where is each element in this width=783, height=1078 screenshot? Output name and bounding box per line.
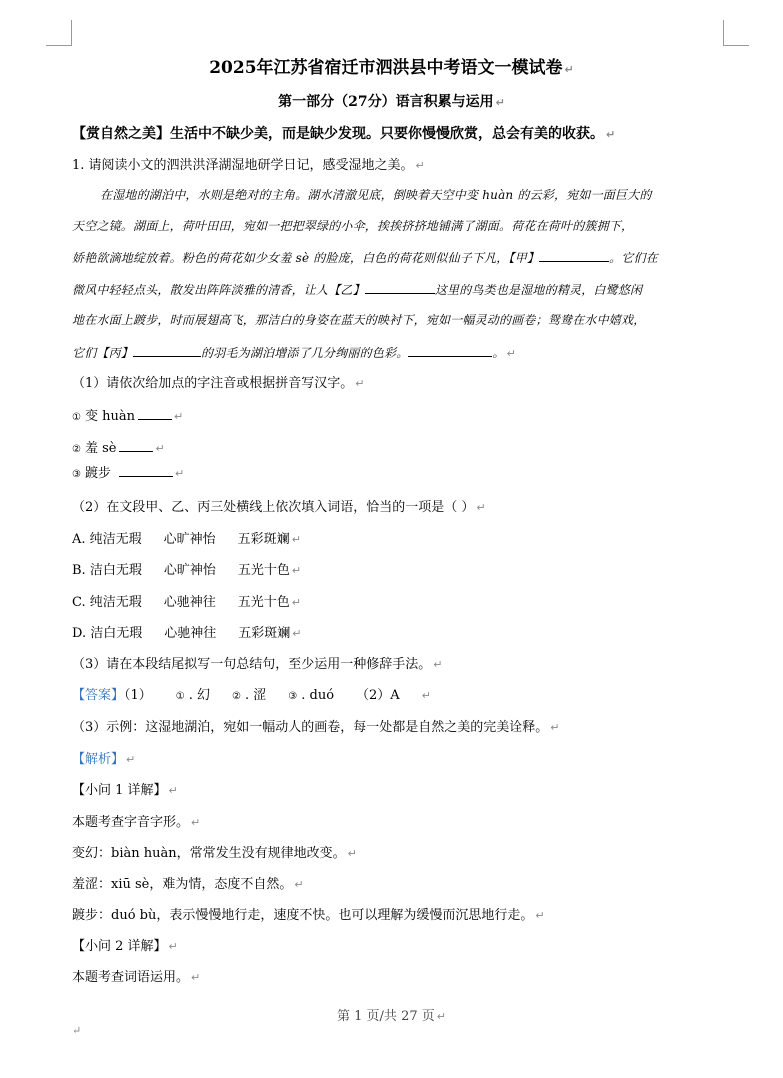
answer-3: （3）示例：这湿地湖泊，宛如一幅动人的画卷，每一处都是自然之美的完美诠释。 ↵ — [72, 720, 560, 735]
analysis-q1-intro: 本题考查字音字形。 ↵ — [72, 815, 201, 830]
blank-bing — [133, 344, 201, 357]
answer-line: 【答案】（1） ① . 幻 ② . 涩 ③ . duó （2）A ↵ — [72, 688, 431, 703]
analysis-tag: 【解析】 ↵ — [72, 752, 136, 767]
blank-yi — [365, 281, 435, 294]
question-1: 1. 请阅读小文的泗洪洪泽湖湿地研学日记，感受湿地之美。 ↵ — [72, 158, 425, 173]
analysis-q2-heading: 【小问 2 详解】 ↵ — [72, 939, 178, 954]
option-c: C. 纯洁无瑕 心驰神往 五光十色 ↵ — [72, 595, 301, 610]
sub-question-1: （1）请依次给加点的字注音或根据拼音写汉字。 ↵ — [72, 376, 365, 391]
passage-line: 娇艳欲滴地绽放着。粉色的荷花如少女羞 sè 的脸庞，白色的荷花则似仙子下凡，【甲】 。它们在 — [72, 251, 658, 265]
section-intro: 【赏自然之美】生活中不缺少美，而是缺少发现。只要你慢慢欣赏，总会有美的收获。 ↵ — [72, 126, 616, 142]
item-3: ③ 踱步 ↵ — [72, 466, 185, 481]
crop-mark-top-right — [723, 20, 724, 46]
passage-line: 微风中轻轻点头，散发出阵阵淡雅的清香，让人【乙】 这里的鸟类也是湿地的精灵，白鹭悠闲 — [72, 283, 643, 297]
explanation-3: 踱步：duó bù，表示慢慢地行走，速度不快。也可以理解为缓慢而沉思地行走。 ↵ — [72, 908, 545, 923]
passage-line: 它们【丙】 的羽毛为湖泊增添了几分绚丽的色彩。 。 ↵ — [72, 346, 517, 360]
passage-line: 在湿地的湖泊中，水则是绝对的主角。湖水清澈见底，倒映着天空中变 huàn 的云彩，宛如一面巨大的 — [100, 188, 652, 202]
sub-question-3: （3）请在本段结尾拟写一句总结句，至少运用一种修辞手法。 ↵ — [72, 657, 443, 672]
option-a: A. 纯洁无瑕 心旷神怡 五彩斑斓 ↵ — [72, 532, 301, 547]
item-2: ② 羞 sè ↵ — [72, 441, 165, 456]
page-footer: 第 1 页/共 27 页 ↵ — [337, 1009, 446, 1024]
blank-jia — [539, 249, 609, 262]
analysis-q2-intro: 本题考查词语运用。 ↵ — [72, 970, 201, 985]
item-1: ① 变 huàn ↵ — [72, 409, 184, 424]
paragraph-mark: ↵ — [72, 1024, 82, 1037]
crop-mark-top-right — [723, 45, 749, 46]
answer-tag: 【答案】 — [72, 688, 125, 703]
passage-line: 天空之镜。湖面上，荷叶田田，宛如一把把翠绿的小伞，挨挨挤挤地铺满了湖面。荷花在荷叶的簇拥下， — [72, 219, 634, 233]
sub-question-2: （2）在文段甲、乙、丙三处横线上依次填入词语，恰当的一项是（ ） ↵ — [72, 500, 486, 515]
document-title: 2025年江苏省宿迁市泗洪县中考语文一模试卷 ↵ — [209, 58, 574, 78]
crop-mark-top-left — [71, 20, 72, 46]
analysis-q1-heading: 【小问 1 详解】 ↵ — [72, 783, 178, 798]
explanation-1: 变幻：biàn huàn，常常发生没有规律地改变。 ↵ — [72, 846, 357, 861]
passage-line: 地在水面上踱步，时而展翅高飞，那洁白的身姿在蓝天的映衬下，宛如一幅灵动的画卷；鸳鸯在水中嬉戏， — [72, 313, 646, 327]
explanation-2: 羞涩：xiū sè，难为情，态度不自然。 ↵ — [72, 877, 304, 892]
option-b: B. 洁白无瑕 心旷神怡 五光十色 ↵ — [72, 563, 302, 578]
crop-mark-top-left — [46, 45, 72, 46]
option-d: D. 洁白无瑕 心驰神往 五彩斑斓 ↵ — [72, 626, 302, 641]
part-heading: 第一部分（27分）语言积累与运用 ↵ — [278, 94, 505, 110]
blank-summary — [408, 344, 492, 357]
